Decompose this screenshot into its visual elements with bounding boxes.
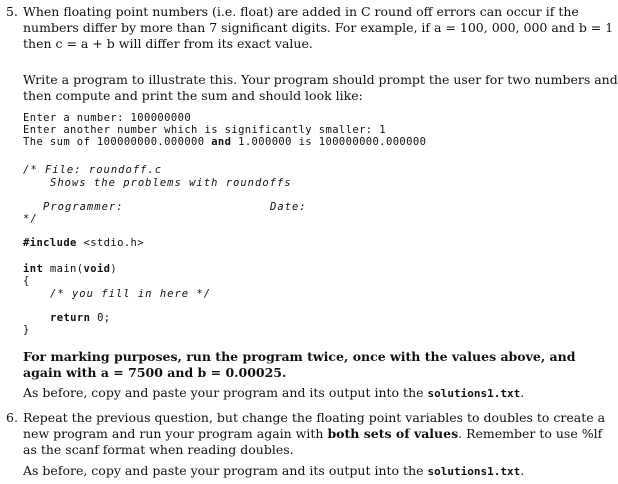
code-comment-file: /* File: roundoff.c [23,164,163,176]
code-open-brace: { [23,275,30,287]
question-6-line-3: as the scanf format when reading doubles. [23,442,294,457]
code-comment-date: Date: [270,201,307,213]
question-5-line-3: then c = a + b will differ from its exact value. [23,36,313,51]
question-5-number: 5. [6,4,18,19]
question-6-line-1: Repeat the previous question, but change the floating point variables to doubles to create a [23,410,606,425]
question-5-para-2-line-1: Write a program to illustrate this. Your program should prompt the user for two numbers and [23,72,618,87]
solutions-filename: solutions1.txt [427,465,521,478]
marking-instruction-line-1: For marking purposes, run the program twice, once with the values above, and [23,349,576,364]
question-5-copy-instruction: As before, copy and paste your program and its output into the solutions1.txt. [23,385,525,400]
code-comment-description: Shows the problems with roundoffs [50,177,292,189]
code-comment-end: */ [23,213,38,225]
solutions-filename: solutions1.txt [427,387,521,400]
question-5-line-2: numbers differ by more than 7 significant digits. For example, if a = 100, 000, 000 and b = 1 [23,20,614,35]
sample-output-line-2: Enter another number which is significantly smaller: 1 [23,124,386,136]
code-comment-programmer: Programmer: [43,201,124,213]
code-close-brace: } [23,324,30,336]
question-6-copy-instruction: As before, copy and paste your program and its output into the solutions1.txt. [23,463,525,478]
code-include-line: #include <stdio.h> [23,237,144,249]
marking-instruction-line-2: again with a = 7500 and b = 0.00025. [23,365,287,380]
sample-output-line-3: The sum of 100000000.000000 and 1.000000 is 100000000.000000 [23,136,427,148]
code-body-comment: /* you fill in here */ [50,288,212,300]
question-6-line-2: new program and run your program again with both sets of values. Remember to use %lf [23,426,603,441]
question-5-line-1: When floating point numbers (i.e. float) are added in C round off errors can occur if the [23,4,579,19]
question-6-number: 6. [6,410,18,425]
code-main-line: int main(void) [23,263,118,275]
sample-output-line-1: Enter a number: 100000000 [23,112,192,124]
question-5-para-2-line-2: then compute and print the sum and should look like: [23,88,363,103]
code-return-line: return 0; [50,312,111,324]
